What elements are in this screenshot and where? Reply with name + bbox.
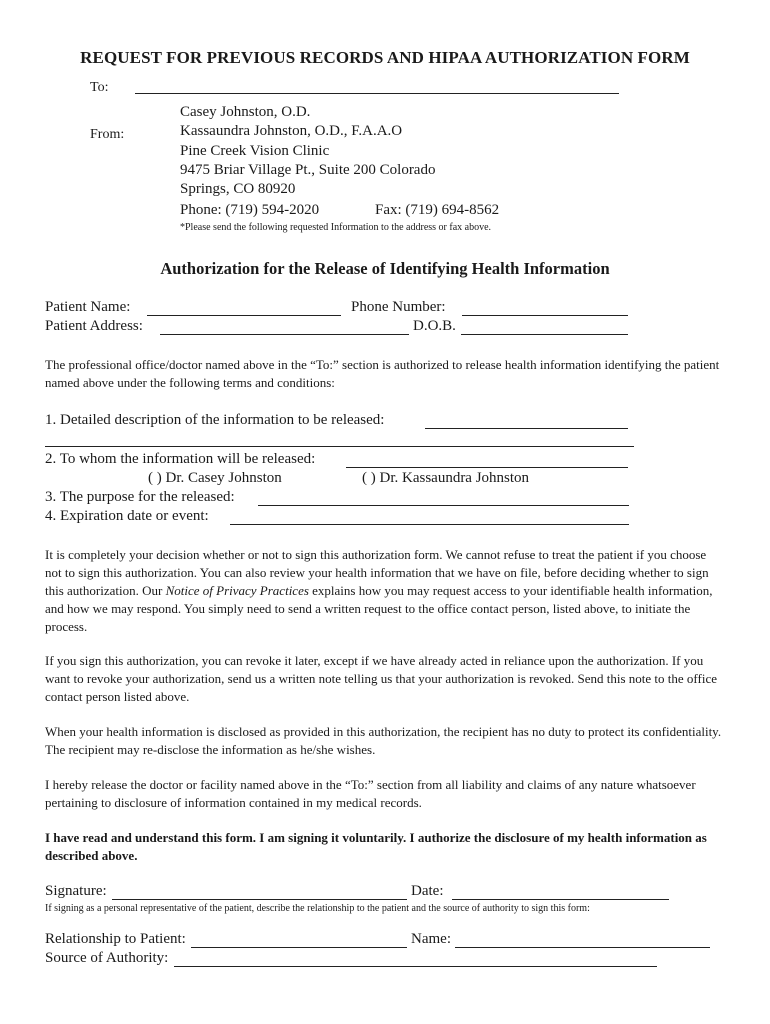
signature-field[interactable] bbox=[112, 899, 407, 900]
item-2-field[interactable] bbox=[346, 467, 628, 468]
item-1-label: 1. Detailed description of the information to be released: bbox=[45, 412, 385, 428]
from-line-5: Springs, CO 80920 bbox=[180, 181, 296, 197]
disclosure-paragraph: When your health information is disclosed as provided in this authorization, the recipient has no duty to protect its confidentiality. The recipient may re-disclose the information as he/she wishes. bbox=[45, 724, 722, 757]
form-title: REQUEST FOR PREVIOUS RECORDS AND HIPAA AUTHORIZATION FORM bbox=[80, 48, 690, 67]
clinic-fax: Fax: (719) 694-8562 bbox=[375, 202, 500, 218]
to-label: To: bbox=[90, 80, 109, 95]
section-subtitle: Authorization for the Release of Identifying Health Information bbox=[160, 259, 610, 278]
decision-text-end: explains how you may request access to your identifiable health information, and how we may respond. You simply need to send a written request to the office contact person, listed above, to initiate the process. bbox=[45, 583, 713, 634]
relationship-label: Relationship to Patient: bbox=[45, 931, 186, 947]
item-1-field-continued[interactable] bbox=[45, 446, 634, 447]
revoke-paragraph: If you sign this authorization, you can revoke it later, except if we have already acted in reliance upon the authorization. If you want to revoke your authorization, send us a written note telling us that your authorization is revoked. Send this note to the office contact person listed above. bbox=[45, 653, 717, 704]
item-3-field[interactable] bbox=[258, 505, 629, 506]
item-4-field[interactable] bbox=[230, 524, 629, 525]
relationship-field[interactable] bbox=[191, 947, 407, 948]
patient-name-label: Patient Name: bbox=[45, 299, 131, 315]
representative-note: If signing as a personal representative of the patient, describe the relationship to the patient and the source of authority to sign this form: bbox=[45, 903, 590, 914]
source-of-authority-label: Source of Authority: bbox=[45, 950, 169, 966]
phone-number-field[interactable] bbox=[462, 315, 628, 316]
from-label: From: bbox=[90, 127, 125, 142]
patient-address-field[interactable] bbox=[160, 334, 409, 335]
signature-label: Signature: bbox=[45, 883, 107, 899]
decision-text-start: It is completely your decision whether or not to sign this authorization form. We cannot refuse to treat the patient if you choose not to sign this authorization. You can also review your health information that we have on file, before deciding whether to sign this authorization. Our bbox=[45, 547, 709, 598]
clinic-phone: Phone: (719) 594-2020 bbox=[180, 202, 320, 218]
send-note: *Please send the following requested Information to the address or fax above. bbox=[180, 222, 492, 233]
option-dr-kassaundra-johnston[interactable]: ( ) Dr. Kassaundra Johnston bbox=[362, 470, 530, 486]
source-of-authority-field[interactable] bbox=[174, 966, 657, 967]
name-label: Name: bbox=[411, 931, 451, 947]
date-field[interactable] bbox=[452, 899, 669, 900]
from-line-3: Pine Creek Vision Clinic bbox=[180, 143, 330, 159]
intro-paragraph: The professional office/doctor named above in the “To:” section is authorized to release health information identifying the patient named above under the following terms and conditions: bbox=[45, 357, 720, 390]
name-field[interactable] bbox=[455, 947, 710, 948]
item-2-label: 2. To whom the information will be released: bbox=[45, 451, 316, 467]
option-dr-casey-johnston[interactable]: ( ) Dr. Casey Johnston bbox=[148, 470, 282, 486]
from-line-2: Kassaundra Johnston, O.D., F.A.A.O bbox=[180, 123, 403, 139]
date-label: Date: bbox=[411, 883, 444, 899]
from-line-1: Casey Johnston, O.D. bbox=[180, 104, 311, 120]
item-3-label: 3. The purpose for the released: bbox=[45, 489, 235, 505]
acknowledgement-paragraph: I have read and understand this form. I am signing it voluntarily. I authorize the disclosure of my health information as described above. bbox=[45, 830, 707, 863]
from-line-4: 9475 Briar Village Pt., Suite 200 Colorado bbox=[180, 162, 436, 178]
dob-label: D.O.B. bbox=[413, 318, 456, 334]
item-1-field[interactable] bbox=[425, 428, 628, 429]
item-4-label: 4. Expiration date or event: bbox=[45, 508, 209, 524]
phone-number-label: Phone Number: bbox=[351, 299, 446, 315]
patient-name-field[interactable] bbox=[147, 315, 341, 316]
to-field[interactable] bbox=[135, 93, 619, 94]
release-paragraph: I hereby release the doctor or facility named above in the “To:” section from all liability and claims of any nature whatsoever pertaining to disclosure of information contained in my medical records. bbox=[45, 777, 696, 810]
patient-address-label: Patient Address: bbox=[45, 318, 143, 334]
decision-paragraph bbox=[45, 546, 725, 636]
privacy-notice-title: Notice of Privacy Practices bbox=[165, 583, 309, 598]
dob-field[interactable] bbox=[461, 334, 628, 335]
